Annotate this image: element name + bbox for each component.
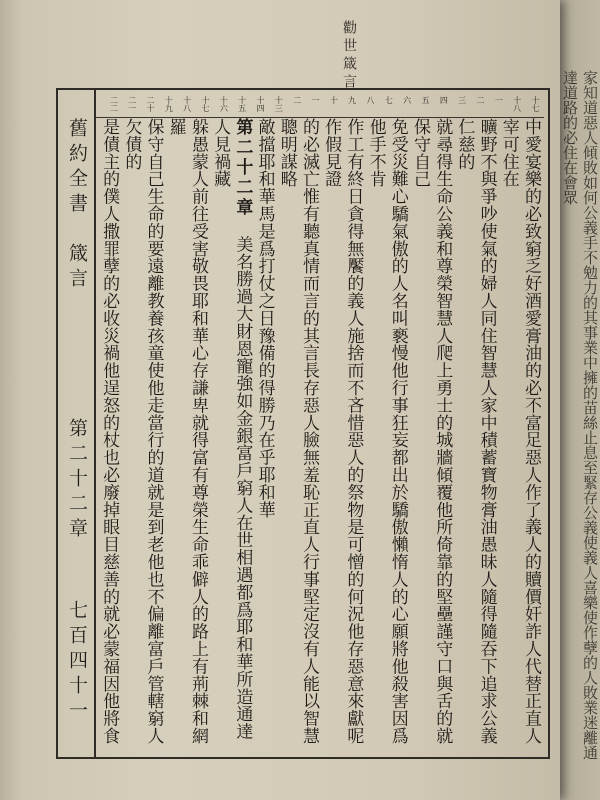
verse-number: 四 <box>439 96 449 104</box>
verse-number: 十五 <box>237 96 247 112</box>
verse-number: 十 <box>329 96 339 104</box>
verse-number: 二 <box>292 96 302 104</box>
text-column: 作工有終日貪得無饜的義人施捨而不吝惜惡人的祭物是可憎的何況他存惡意來獻呢作假見證 <box>321 118 364 745</box>
verse-number: 七 <box>384 96 394 104</box>
verse-number: 十八 <box>512 96 522 112</box>
verse-number: 十八 <box>182 96 192 112</box>
chapter-label: 第二十二章 <box>66 418 88 543</box>
text-column: 敵擋耶和華馬是爲打仗之日豫備的得勝乃在乎耶和華 <box>254 118 275 519</box>
text-column: 保守自己生命的要遠離教養孩童使他走當行的道就是到老他也不偏離富戶管轄窮人欠債的 <box>121 118 164 745</box>
text-column: 就尋得生命公義和尊榮智慧人爬上勇士的城牆傾覆他所倚靠的堅壘謹守口與舌的就保守自己 <box>409 118 453 745</box>
text-column: 的必滅亡惟有聽真情而言的其言長存惡人臉無羞恥正直人行事堅定沒有人能以智慧聰明謀略 <box>276 118 319 745</box>
verse-number: 二一 <box>127 96 137 112</box>
page-number: 七百四十一 <box>66 600 88 725</box>
chapter-22-opening-column: 第二十二章 美名勝過大財恩寵強如金銀富戶窮人在世相遇都爲耶和華所造通達人見禍藏 <box>210 118 253 740</box>
chapter-heading: 第二十二章 <box>232 118 253 218</box>
verse-number: 一 <box>494 96 504 104</box>
verse-number: 六 <box>402 96 412 104</box>
verse-number: 九 <box>347 96 357 104</box>
verse-number: 十四 <box>256 96 265 112</box>
scripture-text <box>98 118 542 748</box>
verse-number: 十九 <box>164 96 174 112</box>
facing-page-text: 家知道惡人傾敗如何公義手不勉力的其事業中擁的苗絲止息至緊存公義使義人喜樂使作孽的人敗業迷離通達道路的必住在會眾 <box>561 70 599 760</box>
text-column: 是債主的僕人撒罪孽的必收災禍他逞怒的杖也必廢掉眼目慈善的就必蒙福因他將食 <box>99 118 120 745</box>
text-column: 免受災難心驕氣傲的人名叫褻慢他行事狂妄都出於驕傲懶惰人的心願將他殺害因爲他手不肯 <box>365 118 408 745</box>
text-column: 曠野不與爭吵使氣的婦人同住智慧人家中積蓄寶物膏油愚昧人隨得隨吞下追求公義仁慈的 <box>454 118 497 745</box>
verse-number: 二十 <box>146 96 155 112</box>
book-title: 舊約全書 箴言 <box>66 118 88 293</box>
verse-number-strip <box>96 95 544 118</box>
verse-number: 十三 <box>274 96 284 112</box>
running-title: 勸世箴言 <box>341 20 357 92</box>
verse-number: 一 <box>311 96 320 104</box>
verse-number: 二二 <box>109 96 119 112</box>
margin-divider <box>94 88 96 759</box>
verse-number: 十六 <box>219 96 229 112</box>
verse-number: 二 <box>476 96 485 104</box>
verse-number: 八 <box>366 96 375 104</box>
verse-number: 十七 <box>201 96 210 112</box>
verse-number: 三 <box>457 96 467 104</box>
verse-number: 五 <box>421 96 430 104</box>
text-column: 中愛宴樂的必致窮乏好酒愛膏油的必不富足惡人作了義人的贖價奸詐人代替正直人宰可住在 <box>498 118 541 745</box>
verse-number: 十七 <box>531 96 540 112</box>
text-column: 躲愚蒙人前往受害敬畏耶和華心存謙卑就得富有尊榮生命乖僻人的路上有荊棘和網羅 <box>165 118 208 745</box>
